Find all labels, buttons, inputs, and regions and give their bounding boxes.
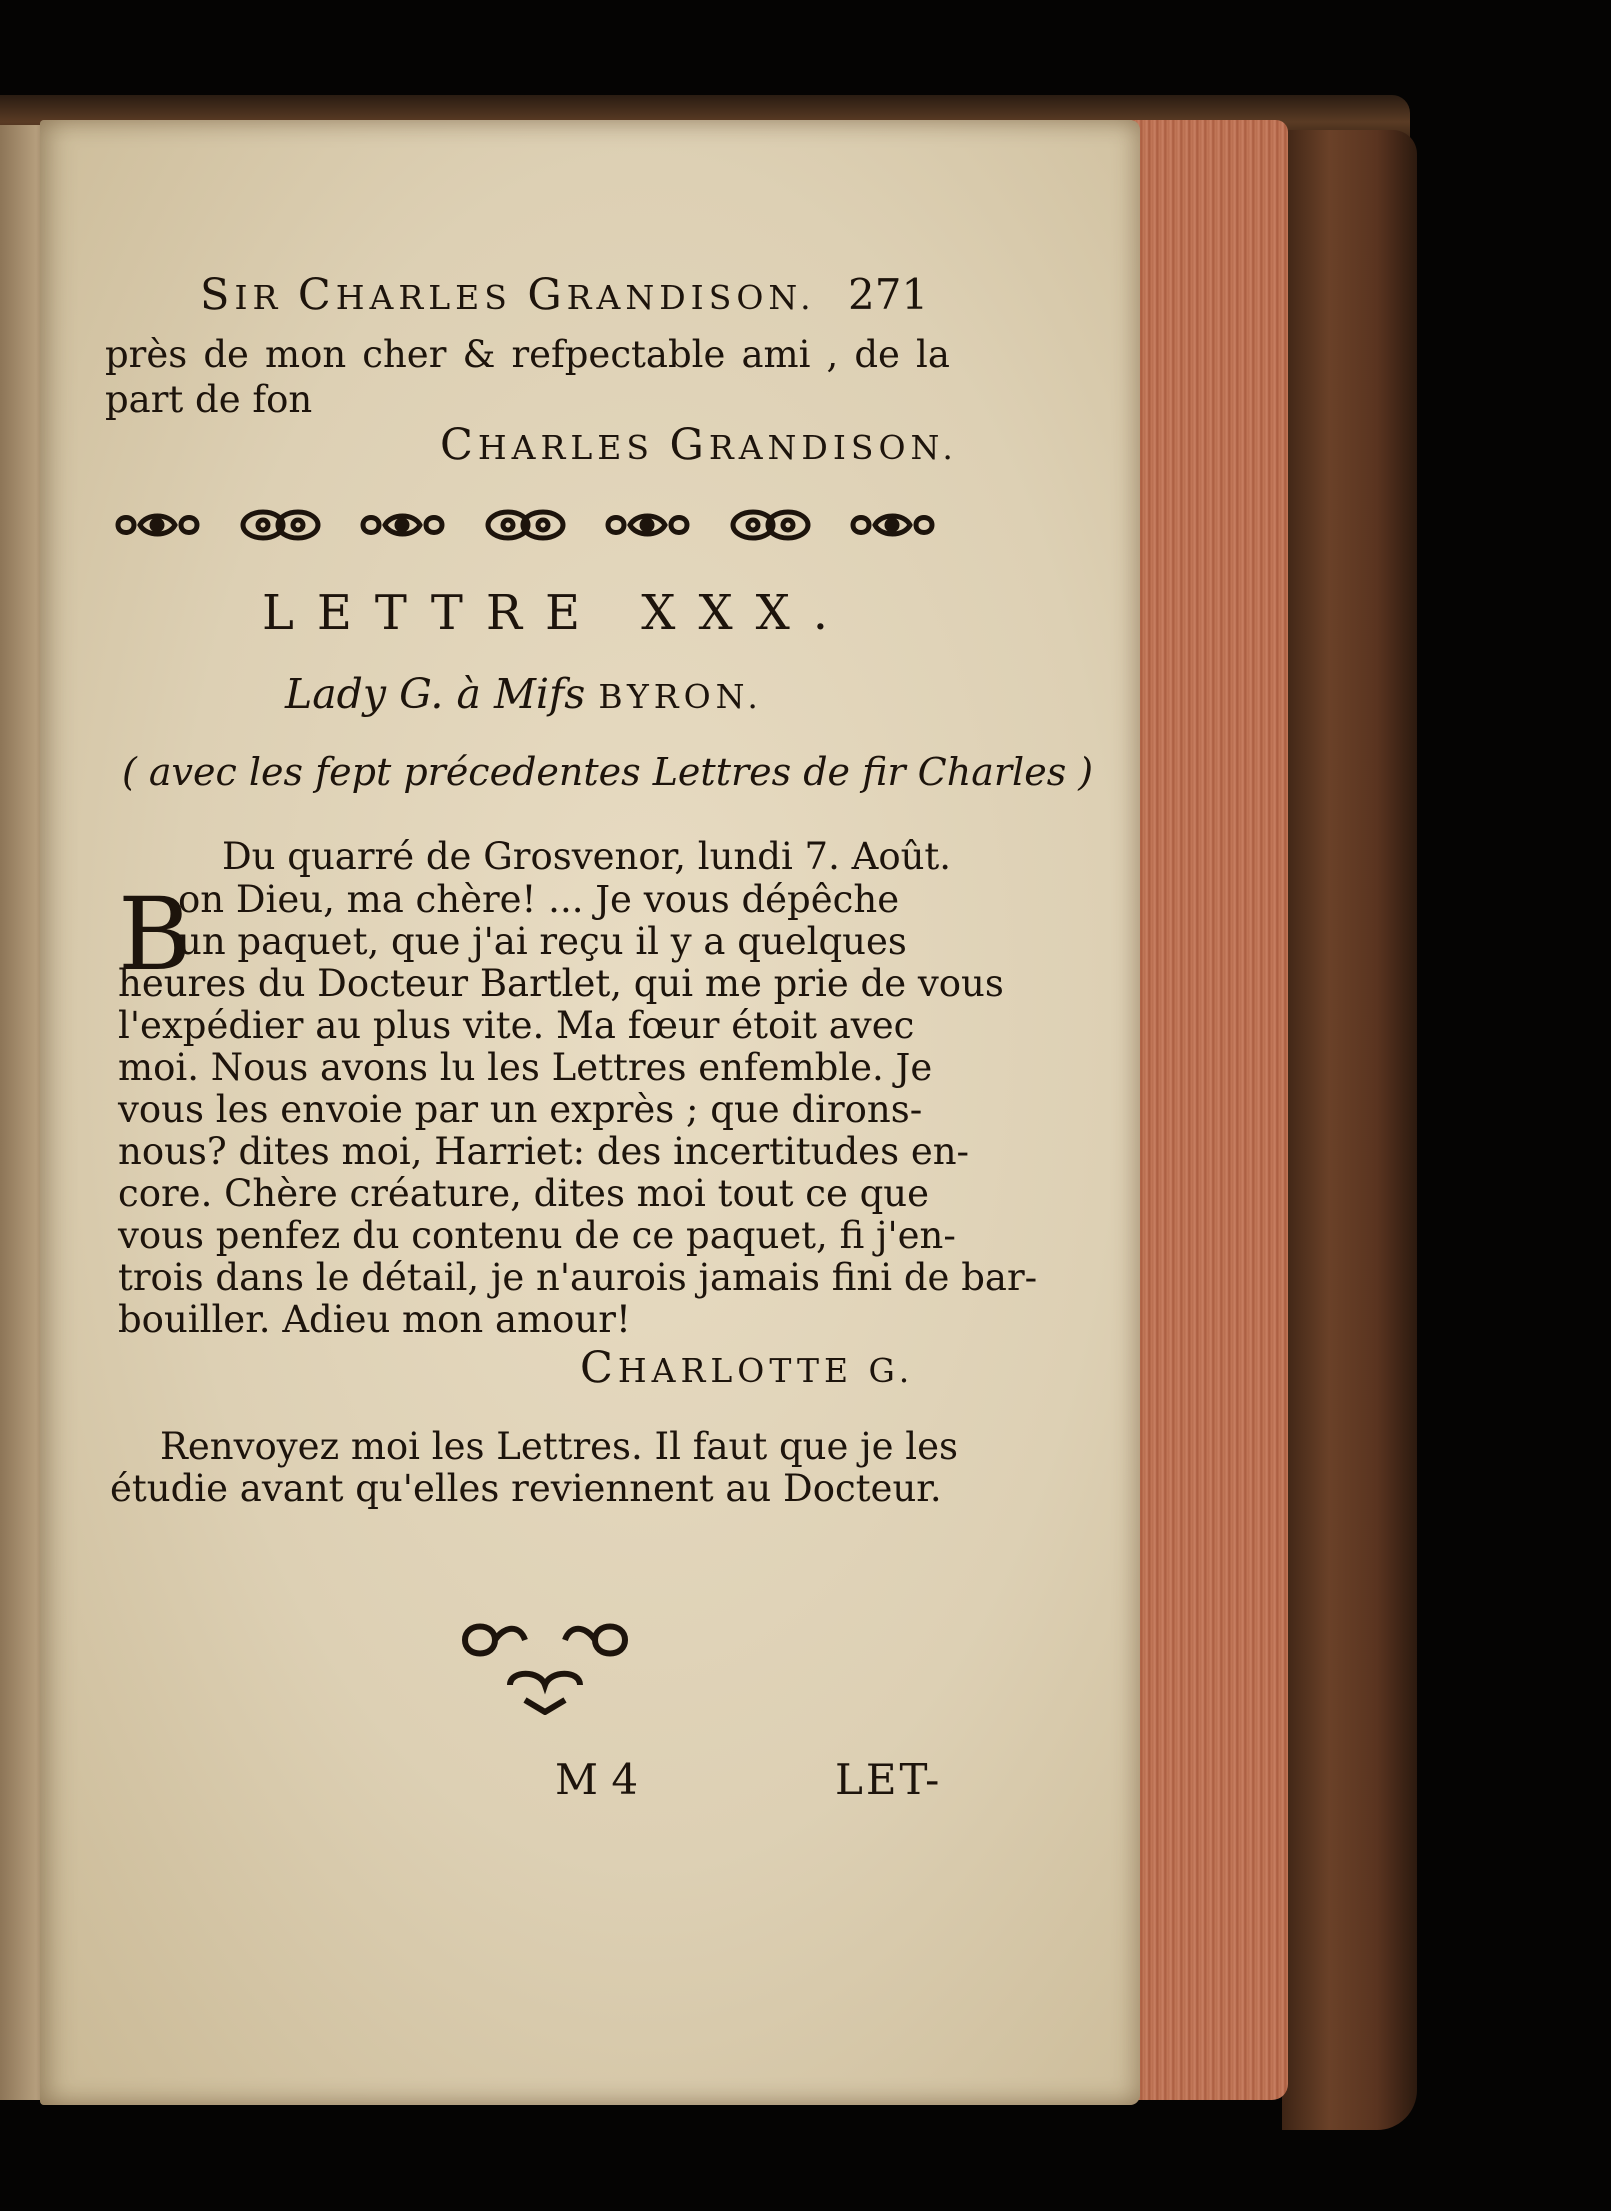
- body-line: vous penfez du contenu de ce paquet, fi j'en-: [118, 1214, 956, 1257]
- running-head: SIR CHARLES GRANDISON.: [200, 270, 816, 320]
- body-line: l'expédier au plus vite. Ma fœur étoit avec: [118, 1004, 915, 1047]
- book-board: [1282, 130, 1417, 2130]
- body-line: trois dans le détail, je n'aurois jamais fini de bar-: [118, 1256, 1038, 1299]
- letter-dateline: Du quarré de Grosvenor, lundi 7. Août.: [222, 835, 952, 878]
- letter-signature: CHARLOTTE G.: [580, 1343, 915, 1393]
- letter-note: ( avec les fept précedentes Lettres de fir Charles ): [122, 750, 1094, 794]
- drop-cap: B: [118, 876, 192, 993]
- fleuron-ornament: [110, 506, 205, 544]
- postscript-line: Renvoyez moi les Lettres. Il faut que je les: [160, 1425, 958, 1468]
- postscript-line: étudie avant qu'elles reviennent au Docteur.: [110, 1467, 942, 1510]
- body-line: nous? dites moi, Harriet: des incertitudes en-: [118, 1130, 970, 1173]
- page-number: 271: [848, 270, 929, 319]
- fleuron-ornament: [600, 506, 695, 544]
- body-line: bouiller. Adieu mon amour!: [118, 1298, 631, 1341]
- ornament-band: [110, 500, 940, 550]
- letter-heading: LETTRE XXX.: [262, 585, 852, 641]
- fleuron-ornament: [478, 506, 573, 544]
- continuation-signature: CHARLES GRANDISON.: [440, 420, 958, 470]
- body-line: un paquet, que j'ai reçu il y a quelques: [178, 920, 907, 963]
- body-line: moi. Nous avons lu les Lettres enfemble. Je: [118, 1046, 933, 1089]
- body-line: on Dieu, ma chère! ... Je vous dépêche: [178, 878, 900, 921]
- body-line: heures du Docteur Bartlet, qui me prie de vous: [118, 962, 1004, 1005]
- continuation-line-1: près de mon cher & refpectable ami , de la: [105, 333, 950, 376]
- page-fore-edge: [1128, 120, 1288, 2100]
- body-line: vous les envoie par un exprès ; que dirons-: [118, 1088, 923, 1131]
- tailpiece-ornament: [455, 1600, 635, 1715]
- catchword: LET-: [835, 1755, 943, 1804]
- body-line: core. Chère créature, dites moi tout ce que: [118, 1172, 930, 1215]
- fleuron-ornament: [845, 506, 940, 544]
- fleuron-ornament: [723, 506, 818, 544]
- fleuron-ornament: [233, 506, 328, 544]
- signature-mark: M 4: [555, 1755, 639, 1804]
- continuation-line-2: part de fon: [105, 378, 313, 421]
- letter-addressee: Lady G. à Mifs BYRON.: [285, 670, 763, 718]
- fleuron-ornament: [355, 506, 450, 544]
